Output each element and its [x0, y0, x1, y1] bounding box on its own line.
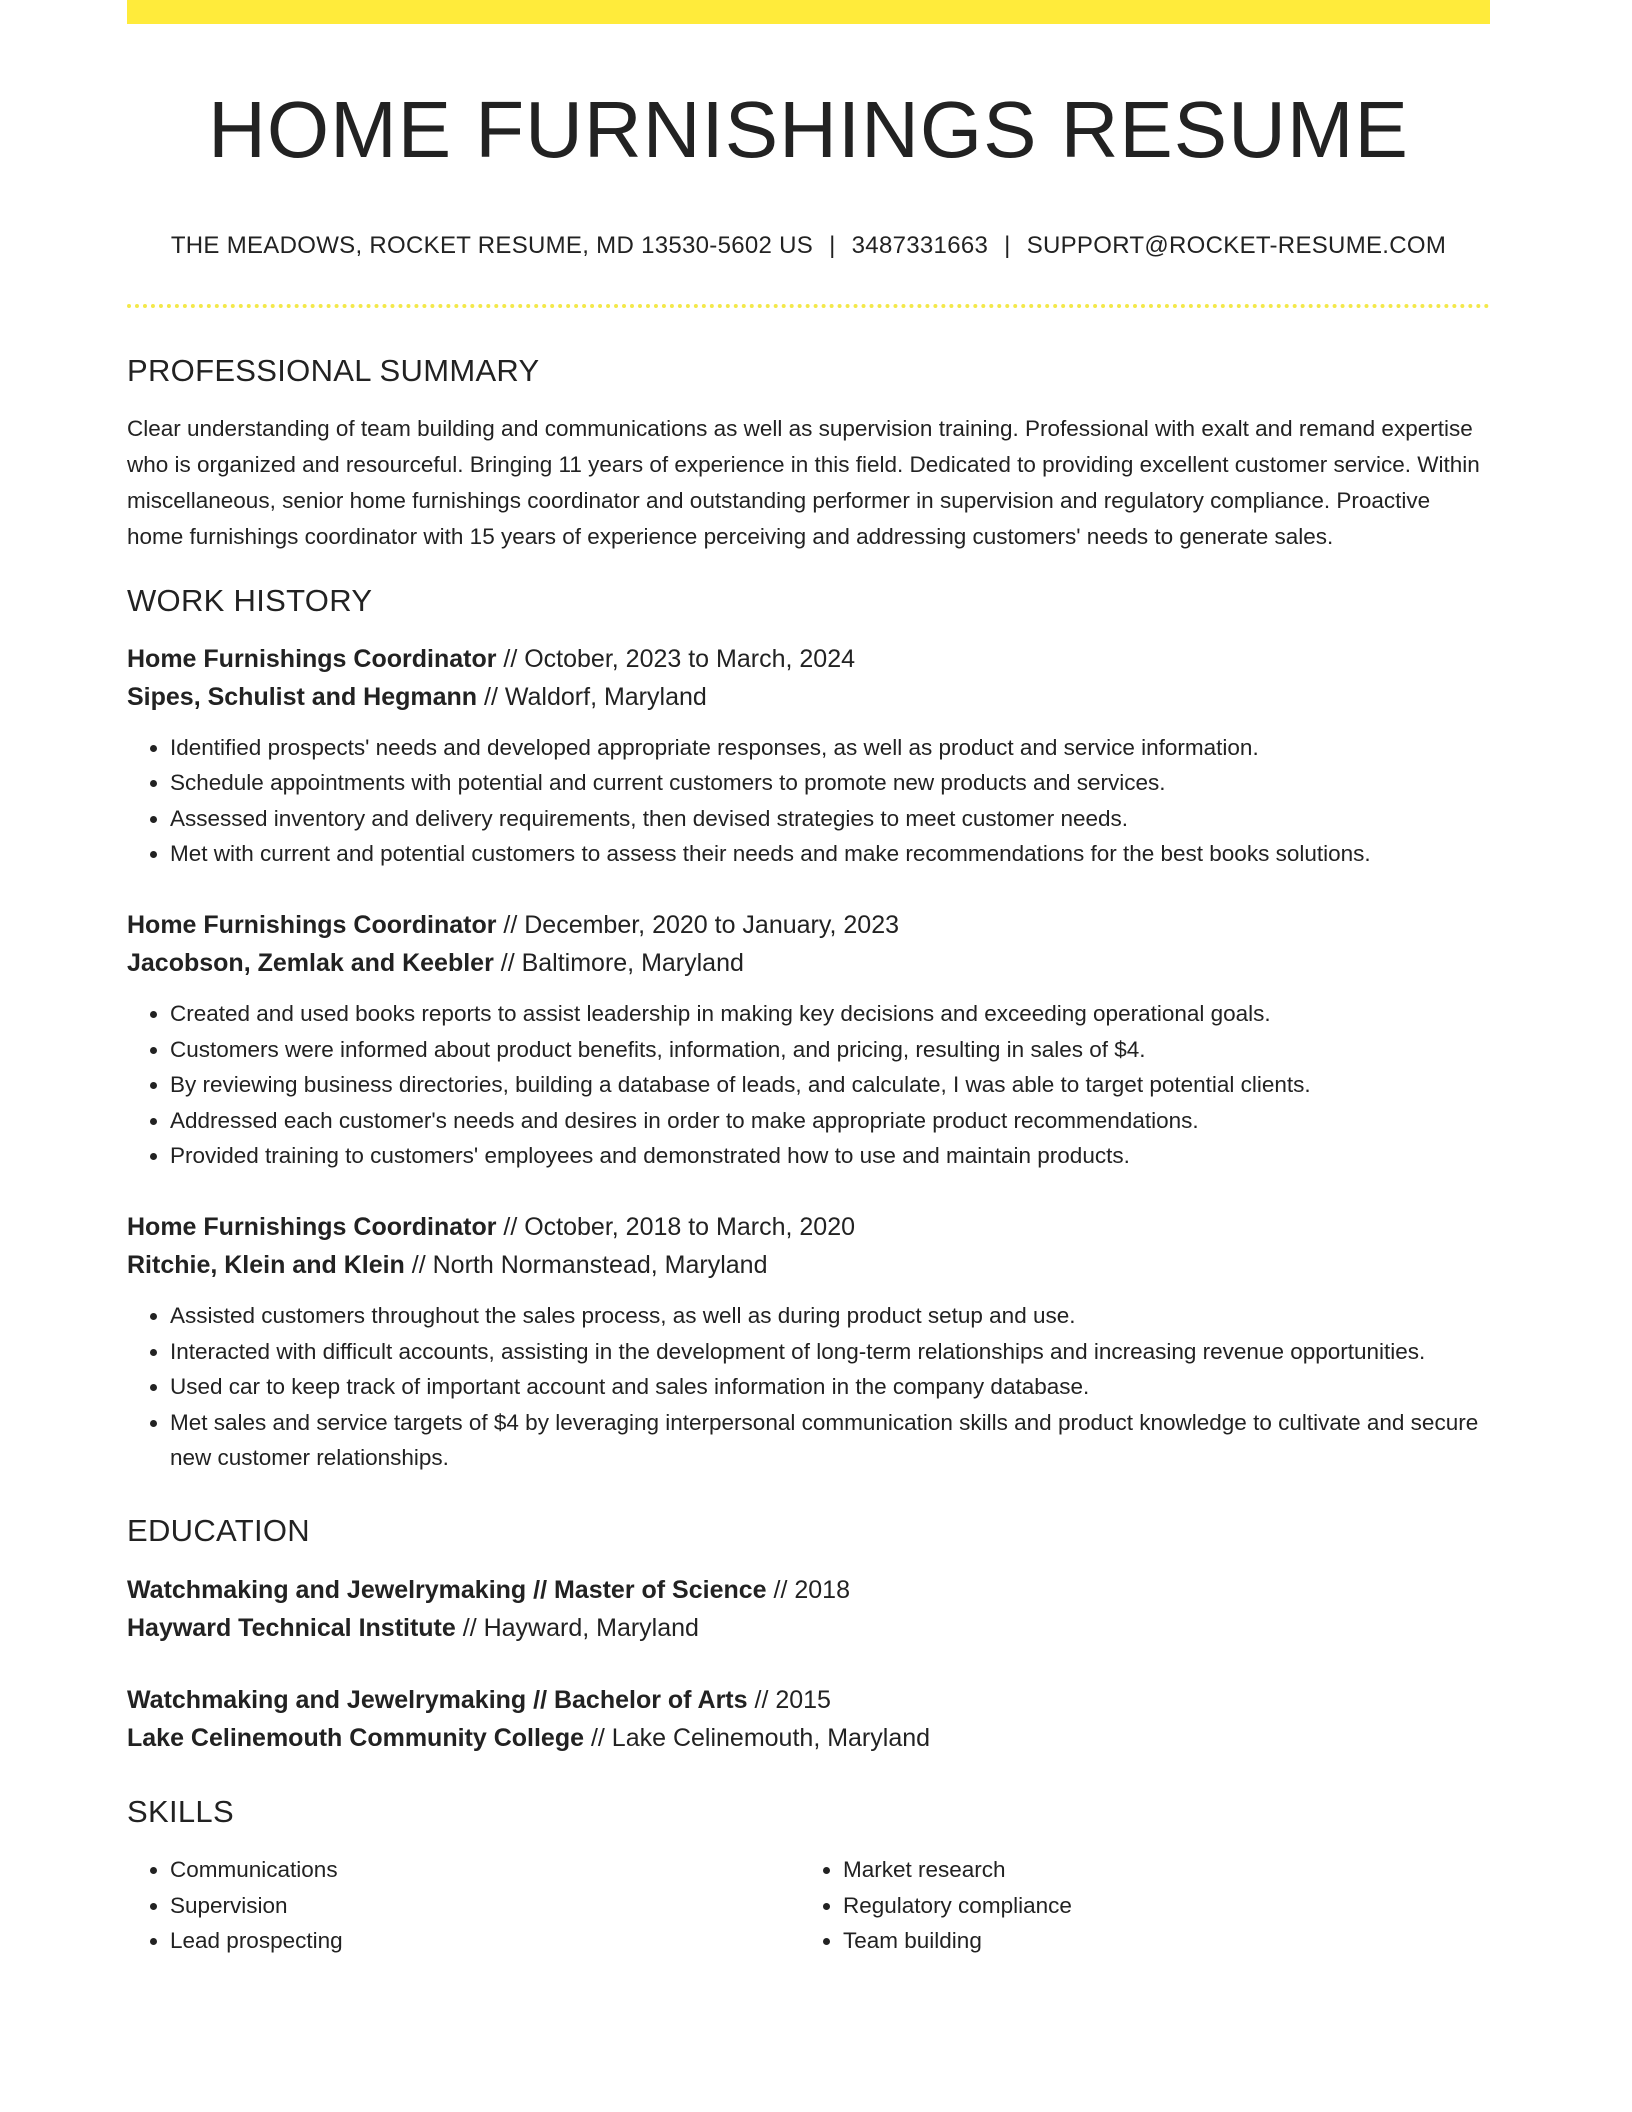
summary-text: Clear understanding of team building and communications as well as supervision training. Professional with exalt and remand expertise who is organized and resourceful. Bringing 11 years of experience in this field. Dedicated to providing excellent customer service. Within miscellaneous, senior home furnishings coordinator and outstanding performer in supervision and regulatory compliance. Proactive home furnishings coordinator with 15 years of experience perceiving and addressing customers' needs to generate sales. [127, 416, 1480, 549]
job-bullet: • By reviewing business directories, building a database of leads, and calculate, I was able to target potential clients. [170, 1067, 1490, 1103]
skills-list [127, 1852, 1490, 1959]
education-entry [127, 1571, 1490, 1647]
job-bullet: • Assessed inventory and delivery requirements, then devised strategies to meet customer needs. [170, 801, 1490, 837]
degree-year: // 2018 [766, 1576, 850, 1605]
school: Hayward Technical Institute [127, 1614, 456, 1643]
resume-content [127, 0, 1490, 1959]
dotted-divider [127, 304, 1490, 308]
job-bullet: • Identified prospects' needs and developed appropriate responses, as well as product and service information. [170, 730, 1490, 766]
job-title-line [127, 1208, 1490, 1246]
job-entry [127, 906, 1490, 1174]
job-bullet: • Met sales and service targets of $4 by leveraging interpersonal communication skills and product knowledge to cultivate and secure new customer relationships. [170, 1405, 1490, 1476]
contact-separator: | [829, 232, 836, 259]
job-bullets [127, 1298, 1490, 1476]
accent-bar [127, 0, 1490, 24]
skills-column-right [800, 1852, 1473, 1959]
job-entry [127, 1208, 1490, 1476]
job-bullet: • Interacted with difficult accounts, assisting in the development of long-term relationships and increasing revenue opportunities. [170, 1334, 1490, 1370]
job-bullet: • Addressed each customer's needs and desires in order to make appropriate product recommendations. [170, 1103, 1490, 1139]
work-history-heading: WORK HISTORY [127, 583, 373, 619]
skills-heading: SKILLS [127, 1794, 234, 1830]
job-bullets [127, 996, 1490, 1174]
job-bullet: • Customers were informed about product benefits, information, and pricing, resulting in sales of $4. [170, 1032, 1490, 1068]
contact-email: SUPPORT@ROCKET-RESUME.COM [1026, 232, 1447, 259]
degree-line [127, 1571, 1490, 1609]
skill-item: • Supervision [170, 1888, 800, 1924]
job-bullet: • Provided training to customers' employees and demonstrated how to use and maintain products. [170, 1138, 1490, 1174]
job-company-line [127, 1246, 1490, 1284]
job-role: Home Furnishings Coordinator [127, 1212, 497, 1241]
job-location: // Baltimore, Maryland [493, 948, 744, 977]
skill-item: • Market research [843, 1852, 1473, 1888]
contact-line [127, 232, 1490, 260]
degree-line [127, 1681, 1490, 1719]
contact-separator: | [1004, 232, 1011, 259]
school-line [127, 1719, 1490, 1757]
skill-item: • Communications [170, 1852, 800, 1888]
skill-item: • Team building [843, 1923, 1473, 1959]
school-line [127, 1609, 1490, 1647]
job-dates: // October, 2023 to March, 2024 [496, 644, 855, 673]
resume-title: HOME FURNISHINGS RESUME [208, 85, 1409, 174]
skills-column-left [127, 1852, 800, 1959]
contact-address: THE MEADOWS, ROCKET RESUME, MD 13530-5602 US [170, 232, 814, 259]
degree: Watchmaking and Jewelrymaking // Bachelor of Arts [127, 1686, 748, 1715]
job-role: Home Furnishings Coordinator [127, 910, 497, 939]
school-location: // Lake Celinemouth, Maryland [584, 1724, 931, 1753]
job-bullet: • Met with current and potential customers to assess their needs and make recommendations for the best books solutions. [170, 836, 1490, 872]
job-dates: // October, 2018 to March, 2020 [496, 1212, 855, 1241]
job-company-line [127, 678, 1490, 716]
school-location: // Hayward, Maryland [455, 1614, 699, 1643]
school: Lake Celinemouth Community College [127, 1724, 585, 1753]
job-entry [127, 640, 1490, 872]
contact-phone: 3487331663 [851, 232, 989, 259]
job-location: // Waldorf, Maryland [477, 682, 707, 711]
job-company: Jacobson, Zemlak and Keebler [127, 948, 494, 977]
job-company-line [127, 944, 1490, 982]
job-bullet: • Created and used books reports to assist leadership in making key decisions and exceeding operational goals. [170, 996, 1490, 1032]
job-title-line [127, 640, 1490, 678]
skill-item: • Regulatory compliance [843, 1888, 1473, 1924]
job-company: Sipes, Schulist and Hegmann [127, 682, 478, 711]
skill-item: • Lead prospecting [170, 1923, 800, 1959]
degree-year: // 2015 [747, 1686, 831, 1715]
job-location: // North Normanstead, Maryland [404, 1250, 768, 1279]
job-bullets [127, 730, 1490, 872]
degree: Watchmaking and Jewelrymaking // Master of Science [127, 1576, 767, 1605]
education-entry [127, 1681, 1490, 1757]
job-dates: // December, 2020 to January, 2023 [496, 910, 900, 939]
education-heading: EDUCATION [127, 1512, 310, 1548]
job-company: Ritchie, Klein and Klein [127, 1250, 405, 1279]
summary-heading: PROFESSIONAL SUMMARY [127, 353, 540, 388]
job-bullet: • Used car to keep track of important account and sales information in the company database. [170, 1369, 1490, 1405]
job-bullet: • Schedule appointments with potential and current customers to promote new products and services. [170, 765, 1490, 801]
job-bullet: • Assisted customers throughout the sales process, as well as during product setup and use. [170, 1298, 1490, 1334]
job-role: Home Furnishings Coordinator [127, 644, 497, 673]
job-title-line [127, 906, 1490, 944]
